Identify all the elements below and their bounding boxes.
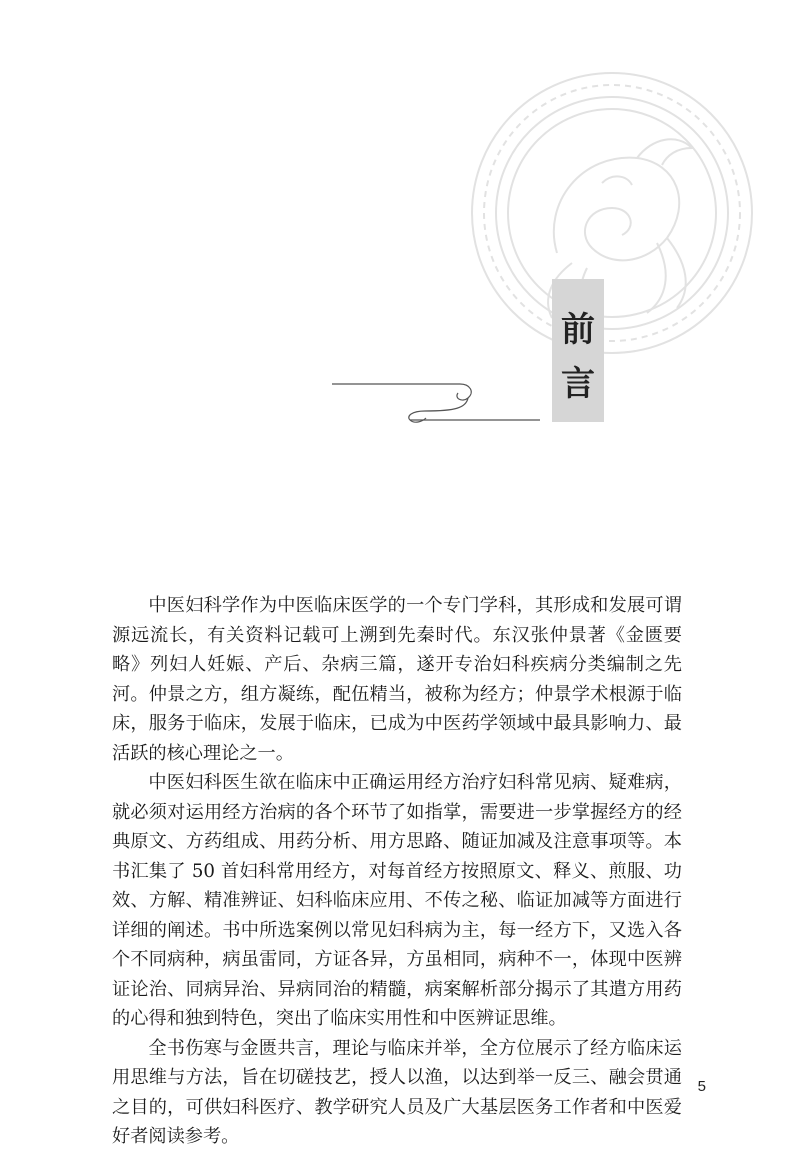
page-number: 5 — [697, 1078, 706, 1095]
paragraph-2: 中医妇科医生欲在临床中正确运用经方治疗妇科常见病、疑难病，就必须对运用经方治病的各个环节了如指掌，需要进一步掌握经方的经典原文、方药组成、用药分析、用方思路、随证加减及注意事项等。本书汇集了 50 首妇科常用经方，对每首经方按照原文、释义、煎服、功效、方解、精准辨证、妇科临床应用、不传之秘、临证加减等方面进行详细的阐述。书中所选案例以常见妇科病为主，每一经方下，又选入各个不同病种，病虽雷同，方证各异，方虽相同，病种不一，体现中医辨证论治、同病异治、异病同治的精髓，病案解析部分揭示了其遣方用药的心得和独到特色，突出了临床实用性和中医辨证思维。 — [112, 772, 682, 1029]
chapter-title-char-2: 言 — [561, 364, 595, 404]
scroll-ornament-icon — [330, 378, 550, 426]
phoenix-medallion-icon — [462, 63, 762, 363]
preface-body — [112, 591, 682, 1152]
chapter-title-box — [552, 279, 604, 422]
paragraph-1: 中医妇科学作为中医临床医学的一个专门学科，其形成和发展可谓源远流长，有关资料记载可上溯到先秦时代。东汉张仲景著《金匮要略》列妇人妊娠、产后、杂病三篇，遂开专治妇科疾病分类编制之先河。仲景之方，组方凝练，配伍精当，被称为经方；仲景学术根源于临床，服务于临床，发展于临床，已成为中医药学领域中最具影响力、最活跃的核心理论之一。 — [112, 595, 682, 764]
paragraph-3: 全书伤寒与金匮共言，理论与临床并举，全方位展示了经方临床运用思维与方法，旨在切磋技艺，授人以渔，以达到举一反三、融会贯通之目的，可供妇科医疗、教学研究人员及广大基层医务工作者和中医爱好者阅读参考。 — [112, 1037, 682, 1147]
chapter-title-char-1: 前 — [561, 310, 595, 350]
